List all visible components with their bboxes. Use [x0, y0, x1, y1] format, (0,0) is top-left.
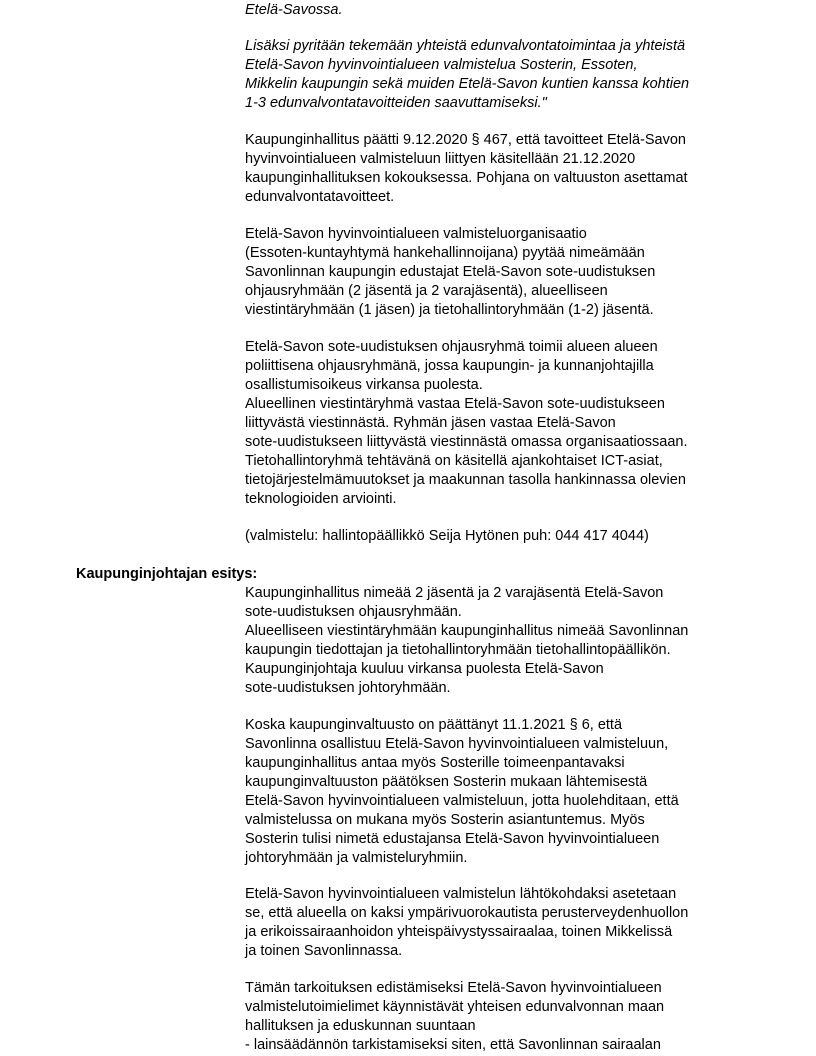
- text-line: Kaupunginhallitus nimeää 2 jäsentä ja 2 varajäsentä Etelä-Savon: [245, 585, 664, 601]
- text-line: edunvalvontatavoitteet.: [245, 189, 395, 205]
- text-line: - lainsäädännön tarkistamiseksi siten, että Savonlinnan sairaalan: [245, 1037, 661, 1053]
- proposal-paragraph-1: [245, 584, 805, 698]
- text-line: kaupungin tiedottajan ja tietohallintoryhmään tietohallintopäällikön.: [245, 642, 671, 658]
- quote-line: Etelä-Savon hyvinvointialueen valmistelua Sosterin, Essoten,: [245, 57, 638, 73]
- text-line: (valmistelu: hallintopäällikkö Seija Hytönen puh: 044 417 4044): [245, 528, 649, 544]
- text-line: teknologioiden arviointi.: [245, 491, 397, 507]
- quote-line: Mikkelin kaupungin sekä muiden Etelä-Savon kuntien kanssa kohtien: [245, 76, 690, 92]
- text-line: kaupunginhallitus antaa myös Sosterille toimeenpantavaksi: [245, 755, 625, 771]
- text-line: Alueelliseen viestintäryhmään kaupunginhallitus nimeää Savonlinnan: [245, 623, 689, 639]
- text-line: se, että alueella on kaksi ympärivuorokautista perusterveydenhuollon: [245, 905, 689, 921]
- text-line: hyvinvointialueen valmisteluun liittyen käsitellään 21.12.2020: [245, 151, 636, 167]
- text-line: sote-uudistuksen johtoryhmään.: [245, 680, 451, 696]
- text-line: Etelä-Savon hyvinvointialueen valmisteluun, jotta huolehditaan, että: [245, 793, 679, 809]
- text-line: Etelä-Savon hyvinvointialueen valmistelun lähtökohdaksi asetetaan: [245, 886, 677, 902]
- text-line: poliittisena ohjausryhmänä, jossa kaupungin- ja kunnanjohtajilla: [245, 358, 654, 374]
- text-line: Savonlinna osallistuu Etelä-Savon hyvinvointialueen valmisteluun,: [245, 736, 669, 752]
- text-line: tietojärjestelmämuutokset ja maakunnan tasolla hankinnassa olevien: [245, 472, 686, 488]
- text-line: Etelä-Savon sote-uudistuksen ohjausryhmä toimii alueen alueen: [245, 339, 658, 355]
- proposal-paragraph-2: [245, 716, 805, 868]
- text-line: Tämän tarkoituksen edistämiseksi Etelä-Savon hyvinvointialueen: [245, 980, 662, 996]
- text-line: ja erikoissairaanhoidon yhteispäivystyssairaalaa, toinen Mikkelissä: [245, 924, 673, 940]
- quote-line: Lisäksi pyritään tekemään yhteistä edunvalvontatoimintaa ja yhteistä: [245, 38, 686, 54]
- text-line: Tietohallintoryhmä tehtävänä on käsitellä ajankohtaiset ICT-asiat,: [245, 453, 663, 469]
- text-line: ohjausryhmään (2 jäsentä ja 2 varajäsentä), alueelliseen: [245, 283, 608, 299]
- text-line: hallituksen ja eduskunnan suuntaan: [245, 1018, 476, 1034]
- text-line: Kaupunginjohtaja kuuluu virkansa puolesta Etelä-Savon: [245, 661, 604, 677]
- text-line: (Essoten-kuntayhtymä hankehallinnoijana) pyytää nimeämään: [245, 245, 645, 261]
- quote-paragraph: [245, 37, 805, 113]
- text-line: viestintäryhmään (1 jäsen) ja tietohallintoryhmään (1-2) jäsentä.: [245, 302, 654, 318]
- text-line: ja toinen Savonlinnassa.: [245, 943, 403, 959]
- text-line: kaupunginvaltuuston päätöksen Sosterin mukaan lähtemisestä: [245, 774, 648, 790]
- text-line: liittyvästä viestinnästä. Ryhmän jäsen vastaa Etelä-Savon: [245, 415, 616, 431]
- preparation-contact: [245, 527, 805, 546]
- text-line: sote-uudistukseen liittyvästä viestinnästä omassa organisaatiossaan.: [245, 434, 688, 450]
- text-line: johtoryhmään ja valmisteluryhmiin.: [245, 850, 468, 866]
- text-line: Alueellinen viestintäryhmä vastaa Etelä-Savon sote-uudistukseen: [245, 396, 665, 412]
- text-line: Etelä-Savon hyvinvointialueen valmisteluorganisaatio: [245, 226, 587, 242]
- quote-line: 1-3 edunvalvontatavoitteiden saavuttamiseksi.": [245, 95, 547, 111]
- proposal-heading: Kaupunginjohtajan esitys:: [76, 566, 258, 582]
- proposal-paragraph-4: [245, 979, 805, 1055]
- text-line: Sosterin tulisi nimetä edustajansa Etelä-Savon hyvinvointialueen: [245, 831, 660, 847]
- text-line: osallistumisoikeus virkansa puolesta.: [245, 377, 483, 393]
- quote-fragment-line: Etelä-Savossa.: [245, 2, 343, 18]
- preparation-paragraph-3: [245, 338, 805, 509]
- text-line: Savonlinnan kaupungin edustajat Etelä-Savon sote-uudistuksen: [245, 264, 656, 280]
- text-line: valmistelussa on mukana myös Sosterin asiantuntemus. Myös: [245, 812, 645, 828]
- text-line: valmistelutoimielimet käynnistävät yhteisen edunvalvonnan maan: [245, 999, 665, 1015]
- text-line: kaupunginhallituksen kokouksessa. Pohjana on valtuuston asettamat: [245, 170, 688, 186]
- text-line: Koska kaupunginvaltuusto on päättänyt 11.1.2021 § 6, että: [245, 717, 623, 733]
- quote-fragment: [245, 1, 805, 20]
- text-line: sote-uudistuksen ohjausryhmään.: [245, 604, 462, 620]
- preparation-paragraph-2: [245, 225, 805, 320]
- preparation-paragraph-1: [245, 131, 805, 207]
- text-line: Kaupunginhallitus päätti 9.12.2020 § 467, että tavoitteet Etelä-Savon: [245, 132, 686, 148]
- proposal-paragraph-3: [245, 885, 805, 961]
